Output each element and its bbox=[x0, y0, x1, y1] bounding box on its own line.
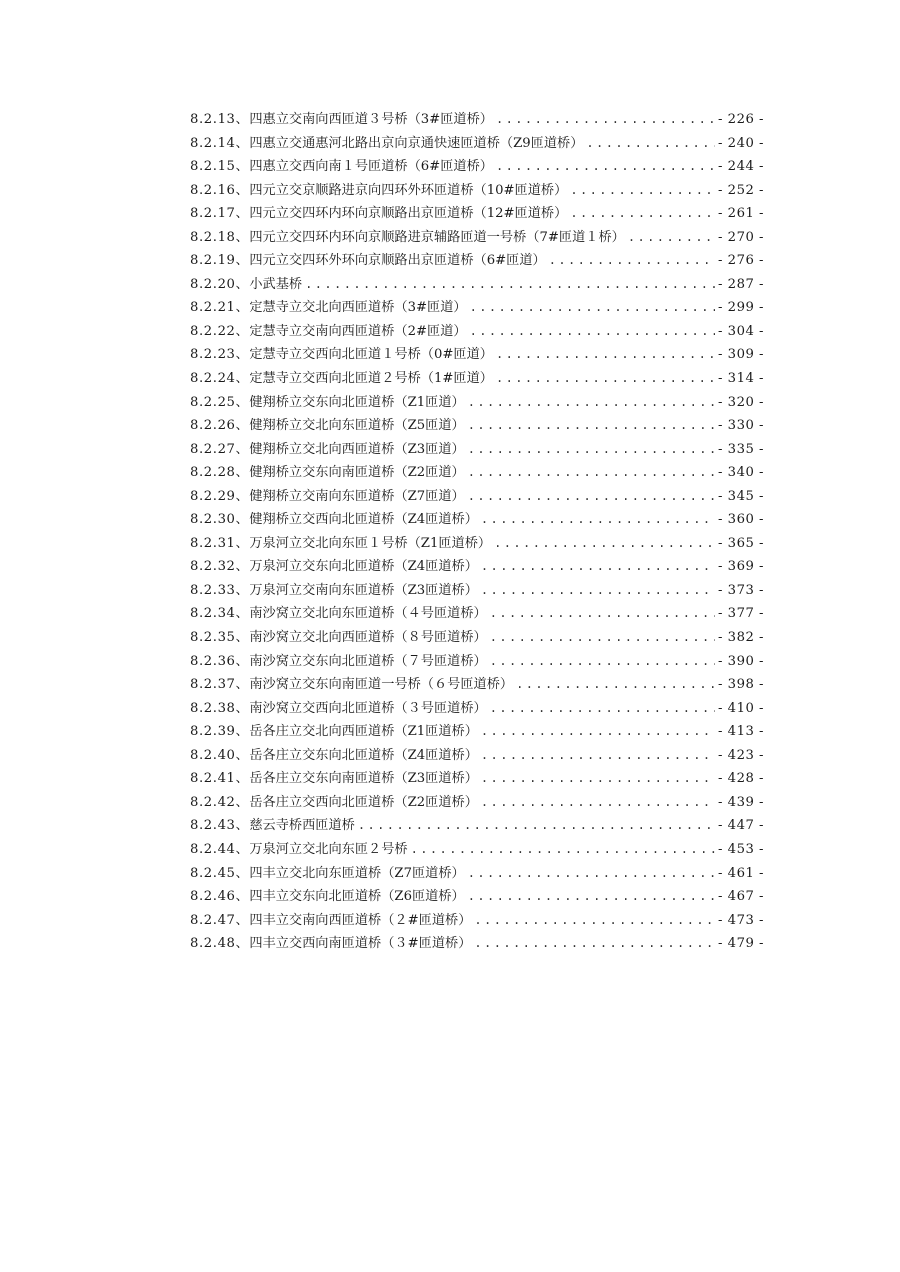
dot-leader bbox=[496, 108, 715, 132]
page-number: - 473 - bbox=[718, 912, 764, 928]
section-title: 岳各庄立交东向南匝道桥（Z3匝道桥） bbox=[249, 771, 478, 787]
section-number: 8.2.17、 bbox=[190, 206, 250, 222]
page-number: - 461 - bbox=[718, 865, 764, 881]
page-number: - 479 - bbox=[718, 936, 764, 952]
page-number: - 453 - bbox=[718, 841, 764, 857]
page-number: - 240 - bbox=[718, 135, 764, 151]
section-number: 8.2.33、 bbox=[190, 582, 250, 598]
section-title: 万泉河立交南向东匝道桥（Z3匝道桥） bbox=[249, 582, 478, 598]
dot-leader bbox=[305, 273, 715, 297]
section-number: 8.2.28、 bbox=[190, 465, 250, 481]
dot-leader bbox=[468, 885, 715, 909]
dot-leader bbox=[468, 438, 715, 462]
page-number: - 423 - bbox=[718, 747, 764, 763]
dot-leader bbox=[516, 673, 715, 697]
section-title: 南沙窝立交北向东匝道桥（４号匝道桥） bbox=[249, 606, 487, 622]
page-number: - 270 - bbox=[718, 229, 764, 245]
section-title: 健翔桥立交北向东匝道桥（Z5匝道） bbox=[249, 418, 465, 434]
page-number: - 428 - bbox=[718, 771, 764, 787]
toc-entry[interactable] bbox=[190, 226, 764, 250]
page-number: - 335 - bbox=[718, 441, 764, 457]
section-title: 岳各庄立交北向西匝道桥（Z1匝道桥） bbox=[249, 724, 478, 740]
toc-entry[interactable] bbox=[190, 838, 764, 862]
toc-entry[interactable] bbox=[190, 461, 764, 485]
section-title: 南沙窝立交北向西匝道桥（８号匝道桥） bbox=[249, 630, 487, 646]
dot-leader bbox=[474, 909, 715, 933]
section-title: 四元立交四环外环向京顺路出京匝道桥（6#匝道） bbox=[249, 253, 546, 269]
dot-leader bbox=[474, 932, 715, 956]
toc-entry[interactable] bbox=[190, 697, 764, 721]
toc-entry[interactable] bbox=[190, 791, 764, 815]
page-number: - 398 - bbox=[718, 677, 764, 693]
page-number: - 439 - bbox=[718, 794, 764, 810]
section-number: 8.2.19、 bbox=[190, 253, 250, 269]
page-number: - 299 - bbox=[718, 300, 764, 316]
toc-entry[interactable] bbox=[190, 132, 764, 156]
dot-leader bbox=[570, 179, 715, 203]
section-title: 万泉河立交东向北匝道桥（Z4匝道桥） bbox=[249, 559, 478, 575]
section-number: 8.2.39、 bbox=[190, 724, 250, 740]
page-number: - 377 - bbox=[718, 606, 764, 622]
section-number: 8.2.24、 bbox=[190, 371, 250, 387]
section-number: 8.2.27、 bbox=[190, 441, 250, 457]
toc-entry[interactable] bbox=[190, 602, 764, 626]
toc-entry[interactable] bbox=[190, 909, 764, 933]
page-number: - 382 - bbox=[718, 630, 764, 646]
section-title: 南沙窝立交东向南匝道一号桥（６号匝道桥） bbox=[249, 677, 514, 693]
dot-leader bbox=[570, 202, 715, 226]
dot-leader bbox=[481, 720, 715, 744]
dot-leader bbox=[490, 626, 715, 650]
section-title: 健翔桥立交西向北匝道桥（Z4匝道桥） bbox=[249, 512, 478, 528]
section-number: 8.2.38、 bbox=[190, 700, 250, 716]
page-number: - 276 - bbox=[718, 253, 764, 269]
page-number: - 252 - bbox=[718, 182, 764, 198]
section-number: 8.2.18、 bbox=[190, 229, 250, 245]
section-title: 定慧寺立交北向西匝道桥（3#匝道） bbox=[249, 300, 467, 316]
dot-leader bbox=[481, 579, 715, 603]
section-title: 岳各庄立交东向北匝道桥（Z4匝道桥） bbox=[249, 747, 478, 763]
dot-leader bbox=[468, 862, 715, 886]
section-title: 四惠立交西向南１号匝道桥（6#匝道桥） bbox=[249, 159, 493, 175]
section-title: 四惠立交通惠河北路出京向京通快速匝道桥（Z9匝道桥） bbox=[249, 135, 584, 151]
toc-entry[interactable] bbox=[190, 555, 764, 579]
section-number: 8.2.47、 bbox=[190, 912, 250, 928]
dot-leader bbox=[468, 414, 715, 438]
toc-entry[interactable] bbox=[190, 814, 764, 838]
section-title: 四惠立交南向西匝道３号桥（3#匝道桥） bbox=[249, 112, 493, 127]
toc-entry[interactable] bbox=[190, 296, 764, 320]
page-number: - 340 - bbox=[718, 465, 764, 481]
dot-leader bbox=[490, 697, 715, 721]
section-title: 小武基桥 bbox=[249, 276, 303, 292]
toc-entry[interactable] bbox=[190, 885, 764, 909]
dot-leader bbox=[481, 744, 715, 768]
section-number: 8.2.15、 bbox=[190, 159, 250, 175]
toc-entry[interactable] bbox=[190, 767, 764, 791]
table-of-contents bbox=[190, 108, 764, 956]
section-number: 8.2.25、 bbox=[190, 394, 250, 410]
dot-leader bbox=[494, 532, 715, 556]
section-number: 8.2.20、 bbox=[190, 276, 250, 292]
page-number: - 304 - bbox=[718, 323, 764, 339]
toc-entry[interactable] bbox=[190, 367, 764, 391]
dot-leader bbox=[470, 320, 715, 344]
section-title: 四元立交四环内环向京顺路进京辅路匝道一号桥（7#匝道１桥） bbox=[249, 229, 625, 245]
dot-leader bbox=[628, 226, 715, 250]
section-number: 8.2.42、 bbox=[190, 794, 250, 810]
dot-leader bbox=[411, 838, 715, 862]
section-number: 8.2.16、 bbox=[190, 182, 250, 198]
section-number: 8.2.14、 bbox=[190, 135, 250, 151]
dot-leader bbox=[490, 650, 715, 674]
page-number: - 244 - bbox=[718, 159, 764, 175]
toc-entry[interactable] bbox=[190, 720, 764, 744]
page-number: - 390 - bbox=[718, 653, 764, 669]
section-number: 8.2.26、 bbox=[190, 418, 250, 434]
section-title: 四丰立交东向北匝道桥（Z6匝道桥） bbox=[249, 889, 465, 905]
dot-leader bbox=[549, 249, 715, 273]
section-number: 8.2.48、 bbox=[190, 936, 250, 952]
page-number: - 345 - bbox=[718, 488, 764, 504]
section-title: 南沙窝立交西向北匝道桥（３号匝道桥） bbox=[249, 700, 487, 716]
page-number: - 413 - bbox=[718, 724, 764, 740]
page-number: - 360 - bbox=[718, 512, 764, 528]
page-number: - 261 - bbox=[718, 206, 764, 222]
section-number: 8.2.32、 bbox=[190, 559, 250, 575]
page-number: - 226 - bbox=[718, 112, 764, 127]
toc-entry[interactable] bbox=[190, 532, 764, 556]
dot-leader bbox=[468, 391, 715, 415]
toc-entry[interactable] bbox=[190, 320, 764, 344]
section-title: 定慧寺立交西向北匝道１号桥（0#匝道） bbox=[249, 347, 493, 363]
page-number: - 330 - bbox=[718, 418, 764, 434]
dot-leader bbox=[481, 767, 715, 791]
section-title: 健翔桥立交东向南匝道桥（Z2匝道） bbox=[249, 465, 465, 481]
section-number: 8.2.44、 bbox=[190, 841, 250, 857]
section-number: 8.2.13、 bbox=[190, 112, 250, 127]
dot-leader bbox=[586, 132, 715, 156]
page-number: - 320 - bbox=[718, 394, 764, 410]
section-number: 8.2.30、 bbox=[190, 512, 250, 528]
section-title: 慈云寺桥西匝道桥 bbox=[249, 818, 355, 834]
dot-leader bbox=[468, 461, 715, 485]
section-title: 四丰立交南向西匝道桥（２#匝道桥） bbox=[249, 912, 472, 928]
section-number: 8.2.31、 bbox=[190, 535, 250, 551]
dot-leader bbox=[496, 343, 715, 367]
section-number: 8.2.40、 bbox=[190, 747, 250, 763]
dot-leader bbox=[490, 602, 715, 626]
page-number: - 467 - bbox=[718, 889, 764, 905]
dot-leader bbox=[481, 508, 715, 532]
dot-leader bbox=[481, 791, 715, 815]
dot-leader bbox=[496, 367, 715, 391]
section-title: 健翔桥立交北向西匝道桥（Z3匝道） bbox=[249, 441, 465, 457]
toc-entry[interactable] bbox=[190, 508, 764, 532]
toc-entry[interactable] bbox=[190, 438, 764, 462]
section-title: 万泉河立交北向东匝２号桥 bbox=[249, 841, 408, 857]
section-title: 健翔桥立交南向东匝道桥（Z7匝道） bbox=[249, 488, 465, 504]
section-number: 8.2.36、 bbox=[190, 653, 250, 669]
page-number: - 314 - bbox=[718, 371, 764, 387]
section-title: 定慧寺立交西向北匝道２号桥（1#匝道） bbox=[249, 371, 493, 387]
section-number: 8.2.37、 bbox=[190, 677, 250, 693]
toc-entry[interactable] bbox=[190, 673, 764, 697]
toc-entry[interactable] bbox=[190, 343, 764, 367]
toc-entry[interactable] bbox=[190, 108, 764, 132]
page-number: - 369 - bbox=[718, 559, 764, 575]
section-title: 岳各庄立交西向北匝道桥（Z2匝道桥） bbox=[249, 794, 478, 810]
dot-leader bbox=[496, 155, 715, 179]
section-number: 8.2.35、 bbox=[190, 630, 250, 646]
section-title: 南沙窝立交东向北匝道桥（７号匝道桥） bbox=[249, 653, 487, 669]
section-number: 8.2.29、 bbox=[190, 488, 250, 504]
page-number: - 287 - bbox=[718, 276, 764, 292]
section-title: 定慧寺立交南向西匝道桥（2#匝道） bbox=[249, 323, 467, 339]
toc-entry[interactable] bbox=[190, 179, 764, 203]
page-number: - 373 - bbox=[718, 582, 764, 598]
section-title: 四丰立交北向东匝道桥（Z7匝道桥） bbox=[249, 865, 465, 881]
toc-entry[interactable] bbox=[190, 579, 764, 603]
section-number: 8.2.43、 bbox=[190, 818, 250, 834]
section-number: 8.2.23、 bbox=[190, 347, 250, 363]
section-number: 8.2.46、 bbox=[190, 889, 250, 905]
section-number: 8.2.41、 bbox=[190, 771, 250, 787]
section-title: 万泉河立交北向东匝１号桥（Z1匝道桥） bbox=[249, 535, 492, 551]
dot-leader bbox=[468, 485, 715, 509]
toc-entry[interactable] bbox=[190, 391, 764, 415]
toc-entry[interactable] bbox=[190, 249, 764, 273]
section-number: 8.2.21、 bbox=[190, 300, 250, 316]
toc-entry[interactable] bbox=[190, 155, 764, 179]
dot-leader bbox=[358, 814, 715, 838]
toc-entry[interactable] bbox=[190, 744, 764, 768]
toc-entry[interactable] bbox=[190, 626, 764, 650]
section-number: 8.2.45、 bbox=[190, 865, 250, 881]
toc-entry[interactable] bbox=[190, 202, 764, 226]
dot-leader bbox=[481, 555, 715, 579]
toc-entry[interactable] bbox=[190, 862, 764, 886]
toc-entry[interactable] bbox=[190, 650, 764, 674]
page-number: - 447 - bbox=[718, 818, 764, 834]
toc-entry[interactable] bbox=[190, 414, 764, 438]
page-number: - 365 - bbox=[718, 535, 764, 551]
dot-leader bbox=[470, 296, 715, 320]
page-number: - 410 - bbox=[718, 700, 764, 716]
toc-entry[interactable] bbox=[190, 485, 764, 509]
section-number: 8.2.34、 bbox=[190, 606, 250, 622]
section-number: 8.2.22、 bbox=[190, 323, 250, 339]
section-title: 四丰立交西向南匝道桥（３#匝道桥） bbox=[249, 936, 472, 952]
section-title: 四元立交四环内环向京顺路出京匝道桥（12#匝道桥） bbox=[249, 206, 568, 222]
page-number: - 309 - bbox=[718, 347, 764, 363]
toc-entry[interactable] bbox=[190, 932, 764, 956]
section-title: 健翔桥立交东向北匝道桥（Z1匝道） bbox=[249, 394, 465, 410]
section-title: 四元立交京顺路进京向四环外环匝道桥（10#匝道桥） bbox=[249, 182, 568, 198]
toc-entry[interactable] bbox=[190, 273, 764, 297]
